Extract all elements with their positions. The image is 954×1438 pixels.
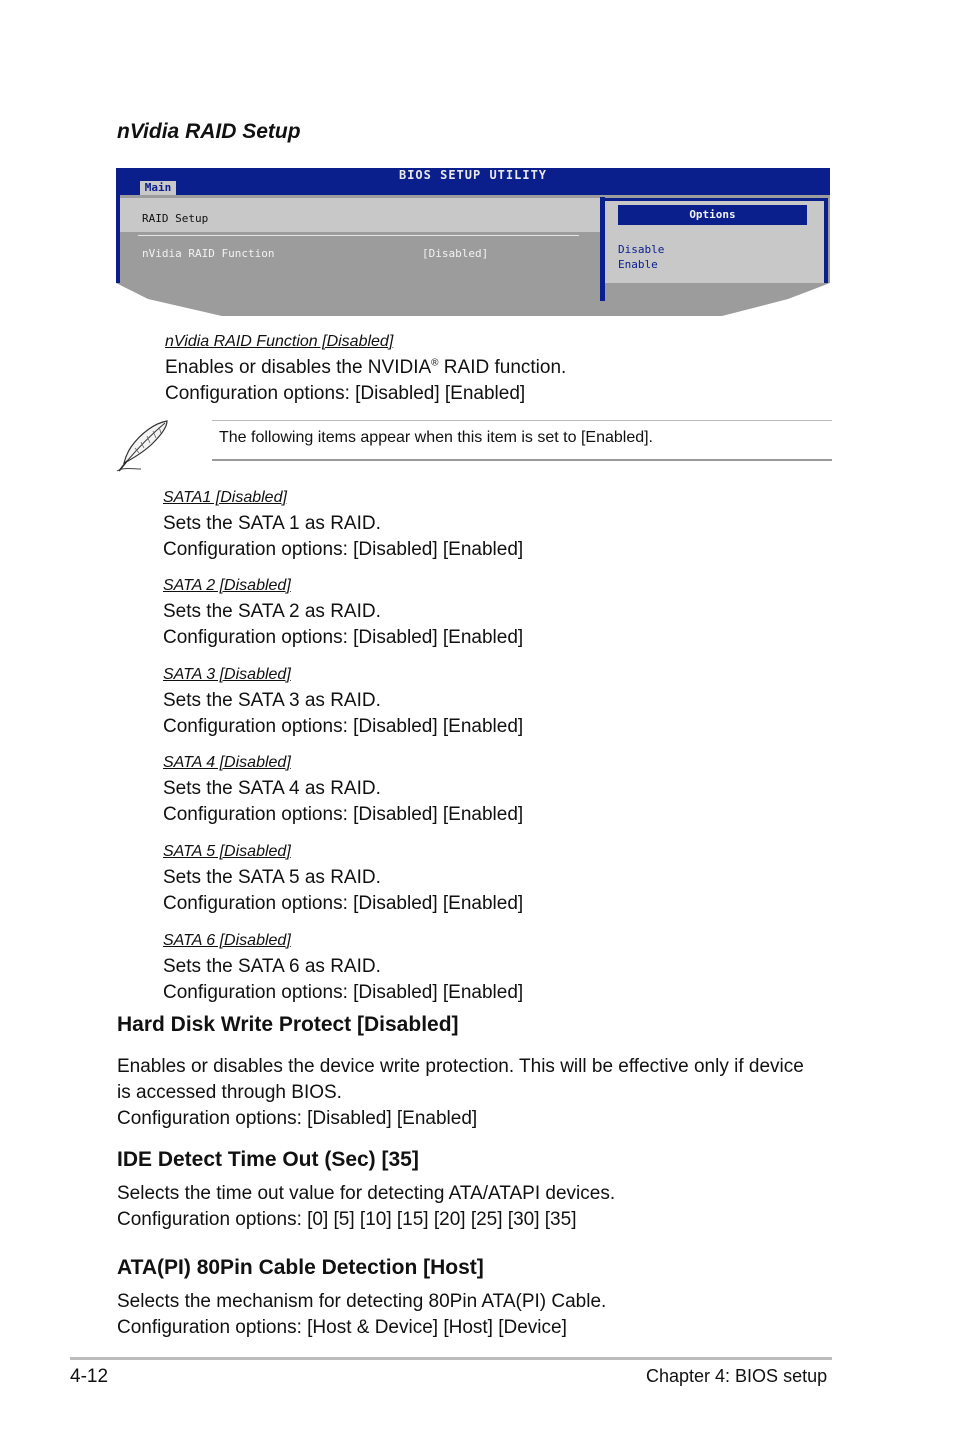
- bios-item-value[interactable]: [Disabled]: [422, 247, 489, 260]
- bios-option-disable[interactable]: Disable: [618, 243, 665, 256]
- sata6-title: SATA 6 [Disabled]: [163, 932, 291, 949]
- bios-body: [116, 195, 830, 316]
- bios-item-label[interactable]: nVidia RAID Function: [142, 247, 275, 260]
- bios-title-bar: [116, 168, 830, 195]
- sata2-title: SATA 2 [Disabled]: [163, 577, 291, 594]
- note-divider-bottom: [212, 459, 832, 461]
- bios-options-header: Options: [618, 205, 807, 225]
- hdd-protect-line2: is accessed through BIOS.: [117, 1082, 342, 1103]
- cable-detect-options: Configuration options: [Host & Device] [Host] [Device]: [117, 1317, 567, 1338]
- raid-function-desc-a: Enables or disables the NVIDIA: [165, 357, 432, 378]
- cable-detect-line1: Selects the mechanism for detecting 80Pin ATA(PI) Cable.: [117, 1291, 607, 1312]
- hdd-protect-line1: Enables or disables the device write protection. This will be effective only if device: [117, 1056, 804, 1077]
- sata1-title: SATA1 [Disabled]: [163, 489, 287, 506]
- sata6-options: Configuration options: [Disabled] [Enabled]: [163, 982, 524, 1003]
- chapter-label: Chapter 4: BIOS setup: [646, 1366, 828, 1386]
- raid-function-title: nVidia RAID Function [Disabled]: [165, 333, 394, 350]
- note-text: The following items appear when this item is set to [Enabled].: [219, 429, 653, 446]
- sata6-desc: Sets the SATA 6 as RAID.: [163, 956, 381, 977]
- hdd-protect-options: Configuration options: [Disabled] [Enabled]: [117, 1108, 478, 1129]
- sata3-desc: Sets the SATA 3 as RAID.: [163, 690, 381, 711]
- sata4-desc: Sets the SATA 4 as RAID.: [163, 778, 381, 799]
- ide-timeout-options: Configuration options: [0] [5] [10] [15] [20] [25] [30] [35]: [117, 1209, 577, 1230]
- sata1-options: Configuration options: [Disabled] [Enabled]: [163, 539, 524, 560]
- sata1-desc: Sets the SATA 1 as RAID.: [163, 513, 381, 534]
- raid-function-desc: [165, 355, 566, 381]
- sata4-options: Configuration options: [Disabled] [Enabled]: [163, 804, 524, 825]
- bios-screenshot: [116, 168, 830, 316]
- raid-function-options: Configuration options: [Disabled] [Enabled]: [165, 383, 526, 404]
- raid-function-desc-b: RAID function.: [438, 357, 567, 378]
- ide-timeout-heading: IDE Detect Time Out (Sec) [35]: [117, 1148, 419, 1171]
- page-number: 4-12: [70, 1366, 109, 1387]
- registered-mark: ®: [431, 357, 439, 369]
- sata5-desc: Sets the SATA 5 as RAID.: [163, 867, 381, 888]
- feather-pen-icon: [115, 417, 173, 478]
- bios-option-enable[interactable]: Enable: [618, 258, 658, 271]
- sata3-title: SATA 3 [Disabled]: [163, 666, 291, 683]
- ide-timeout-line1: Selects the time out value for detecting ATA/ATAPI devices.: [117, 1183, 616, 1204]
- note-divider-top: [212, 420, 832, 421]
- sata5-title: SATA 5 [Disabled]: [163, 843, 291, 860]
- sata4-title: SATA 4 [Disabled]: [163, 754, 291, 771]
- bios-tab-main[interactable]: Main: [140, 181, 176, 195]
- hdd-protect-heading: Hard Disk Write Protect [Disabled]: [117, 1013, 459, 1036]
- sata2-options: Configuration options: [Disabled] [Enabled]: [163, 627, 524, 648]
- sata5-options: Configuration options: [Disabled] [Enabled]: [163, 893, 524, 914]
- footer-divider: [70, 1357, 832, 1360]
- sata2-desc: Sets the SATA 2 as RAID.: [163, 601, 381, 622]
- cable-detect-heading: ATA(PI) 80Pin Cable Detection [Host]: [117, 1256, 484, 1279]
- bios-title: BIOS SETUP UTILITY: [398, 168, 548, 182]
- sata3-options: Configuration options: [Disabled] [Enabled]: [163, 716, 524, 737]
- section-title: nVidia RAID Setup: [117, 120, 301, 143]
- bios-panel-heading: RAID Setup: [142, 212, 209, 225]
